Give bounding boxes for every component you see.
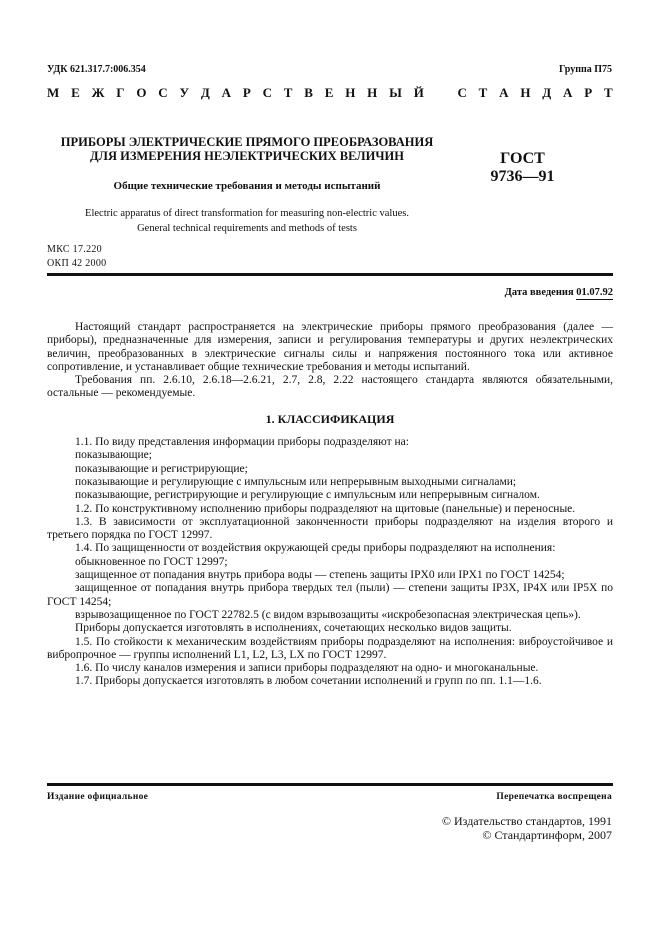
clause-1-4-item: защищенное от попадания внутрь прибора твердых тел (пыли) — степени защиты IP3X, IP4X или IP5X по ГОСТ 14254; [47, 582, 613, 608]
classification-codes [47, 243, 106, 271]
clause-1-2: 1.2. По конструктивному исполнению приборы подразделяют на щитовые (панельные) и переносные. [75, 502, 576, 515]
intro-paragraph-1: Настоящий стандарт распространяется на электрические приборы прямого преобразования (далее — приборы), предназначенные для измерения, записи и регулирования температуры и других неэлектрических величин, преобразованных в электрические сигналы силы и напряжения постоянного тока или активное сопротивление, и устанавливает общие технические требования и методы испытаний. [47, 321, 613, 373]
heading-letter: В [304, 85, 313, 100]
copyright-block [442, 814, 612, 842]
heading-letter: Й [413, 85, 424, 100]
heading-letter: Д [200, 85, 210, 100]
clause-1-1-item: показывающие, регистрирующие и регулирующие с импульсным или непрерывным сигналом. [75, 489, 540, 502]
heading-letter: М [47, 85, 60, 100]
heading-letter: Н [367, 85, 378, 100]
heading-letter: У [179, 85, 190, 100]
gost-number: 9736—91 [490, 168, 555, 185]
heading-letter: А [221, 85, 231, 100]
clause-1-1-item: показывающие и регулирующие с импульсным или непрерывным выходными сигналами; [75, 475, 517, 488]
official-edition-label: Издание официальное [47, 792, 149, 802]
title-ru-line2: ДЛЯ ИЗМЕРЕНИЯ НЕЭЛЕКТРИЧЕСКИХ ВЕЛИЧИН [90, 149, 404, 163]
section-title: 1. КЛАССИФИКАЦИЯ [265, 411, 395, 426]
title-en [47, 206, 447, 236]
title-en-line2: General technical requirements and methods of tests [137, 223, 357, 234]
heading-letter: Е [71, 85, 80, 100]
clause-1-7: 1.7. Приборы допускается изготовлять в любом сочетании исполнений и групп по пп. 1.1—1.6. [75, 675, 542, 688]
clause-1-1-item: показывающие и регистрирующие; [75, 462, 248, 475]
mks-code: МКС 17.220 [47, 244, 102, 255]
heading-gap [436, 85, 446, 101]
heading-letter: Г [116, 85, 125, 100]
copyright-line-1: © Издательство стандартов, 1991 [441, 814, 612, 828]
intro-paragraph-2: Требования пп. 2.6.10, 2.6.18—2.6.21, 2.7, 2.8, 2.22 настоящего стандарта являются обязательными, остальные — рекомендуемые. [47, 374, 613, 400]
title-en-line1: Electric apparatus of direct transformation for measuring non-electric values. [85, 208, 409, 219]
document-body [47, 321, 613, 689]
heading-letter: Ы [389, 85, 402, 100]
clause-1-5: 1.5. По стойкости к механическим воздействиям приборы подразделяют на исполнения: виброустойчивое и вибропрочное — группы исполнений L1, L2, L3, LX по ГОСТ 12997. [47, 635, 613, 661]
heading-letter: Д [542, 85, 552, 100]
clause-1-4-item: обыкновенное по ГОСТ 12997; [75, 555, 228, 568]
interstate-standard-heading [47, 85, 613, 101]
clause-1-4-item: защищенное от попадания внутрь прибора воды — степень защиты IPX0 или IPX1 по ГОСТ 14254; [75, 569, 565, 582]
reprint-prohibited-label: Перепечатка воспрещена [496, 792, 612, 802]
copyright-line-2: © Стандартинформ, 2007 [482, 828, 612, 842]
clause-1-4: 1.4. По защищенности от воздействия окружающей среды приборы подразделяют на исполнения: [75, 542, 556, 555]
clause-1-6: 1.6. По числу каналов измерения и записи приборы подразделяют на одно- и многоканальные. [75, 662, 539, 675]
gost-designation [480, 150, 565, 186]
heading-letter: А [563, 85, 573, 100]
gost-label: ГОСТ [500, 150, 545, 167]
heading-letter: С [158, 85, 168, 100]
header-rule [47, 273, 613, 276]
heading-letter: Р [242, 85, 251, 100]
group-code: Группа П75 [559, 64, 612, 75]
clause-1-4-note: Приборы допускается изготовлять в исполнениях, сочетающих несколько видов защиты. [75, 622, 512, 635]
heading-letter: Р [584, 85, 593, 100]
heading-letter: Е [324, 85, 334, 100]
heading-letter: С [262, 85, 272, 100]
intro-date-value: 01.07.92 [576, 287, 613, 298]
heading-letter: Ж [91, 85, 105, 100]
footer-rule [47, 783, 613, 786]
heading-letter: Т [283, 85, 293, 100]
okp-code: ОКП 42 2000 [47, 258, 107, 269]
heading-letter: Н [345, 85, 356, 100]
heading-letter: О [136, 85, 147, 100]
clause-1-1-item: показывающие; [75, 449, 152, 462]
clause-1-3: 1.3. В зависимости от эксплуатационной законченности приборы подразделяют на изделия второго и третьего порядка по ГОСТ 12997. [47, 515, 613, 542]
title-ru-line1: ПРИБОРЫ ЭЛЕКТРИЧЕСКИЕ ПРЯМОГО ПРЕОБРАЗОВАНИЯ [60, 135, 434, 149]
heading-letter: А [499, 85, 509, 100]
heading-letter: Н [520, 85, 531, 100]
heading-letter: Т [604, 85, 613, 100]
intro-date [505, 287, 613, 298]
subtitle-ru: Общие технические требования и методы испытаний [113, 180, 381, 192]
intro-date-label: Дата введения [504, 287, 577, 298]
heading-letter: Т [478, 85, 488, 100]
clause-1-4-item: взрывозащищенное по ГОСТ 22782.5 (с видом взрывозащиты «искробезопасная электрическая цепь»). [75, 608, 581, 621]
heading-letter: С [457, 85, 467, 100]
udk-code: УДК 621.317.7:006.354 [47, 64, 146, 75]
clause-1-1: 1.1. По виду представления информации приборы подразделяют на: [75, 436, 409, 449]
document-title-block [47, 135, 447, 236]
